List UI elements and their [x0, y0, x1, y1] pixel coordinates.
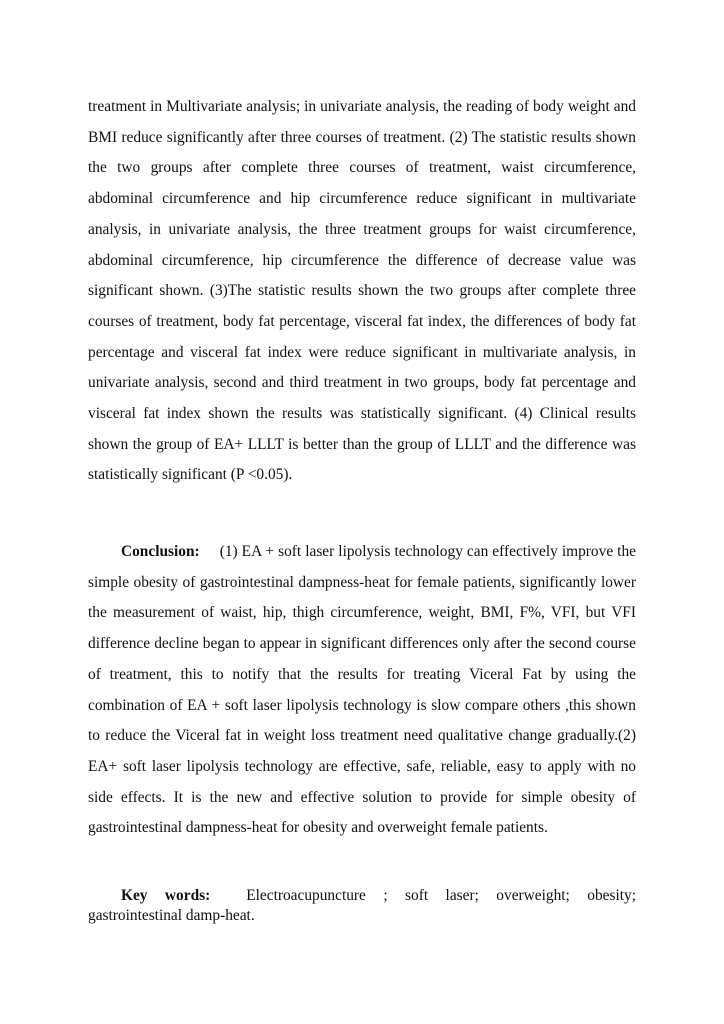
conclusion-text: (1) EA + soft laser lipolysis technology can effectively improve the simple obesity of gastrointestinal dampness-heat for female patients, significantly lower the measurement of waist, hip, thigh circumference, weight, BMI, F%, VFI, but VFI difference decline began to appear in significant differences only after the second course of treatment, this to notify that the results for treating Viceral Fat by using the combination of EA + soft laser lipolysis technology is slow compare others ,this shown to reduce the Viceral fat in weight loss treatment need qualitative change gradually.(2) EA+ soft laser lipolysis technology are effective, safe, reliable, easy to apply with no side effects. It is the new and effective solution to provide for simple obesity of gastrointestinal dampness-heat for obesity and overweight female patients.	[88, 543, 636, 837]
keywords-heading: Key words:	[121, 887, 211, 904]
results-paragraph: treatment in Multivariate analysis; in univariate analysis, the reading of body weight and BMI reduce significantly after three courses of treatment. (2) The statistic results shown the two groups after complete three courses of treatment, waist circumference, abdominal circumference and hip circumference reduce significant in multivariate analysis, in univariate analysis, the three treatment groups for waist circumference, abdominal circumference, hip circumference the difference of decrease value was significant shown. (3)The statistic results shown the two groups after complete three courses of treatment, body fat percentage, visceral fat index, the differences of body fat percentage and visceral fat index were reduce significant in multivariate analysis, in univariate analysis, second and third treatment in two groups, body fat percentage and visceral fat index shown the results was statistically significant. (4) Clinical results shown the group of EA+ LLLT is better than the group of LLLT and the difference was statistically significant (P <0.05).	[88, 98, 636, 484]
keywords-paragraph	[88, 886, 636, 926]
conclusion-heading: Conclusion:	[121, 543, 200, 560]
conclusion-paragraph	[88, 537, 636, 844]
keywords-text: Electroacupuncture ; soft laser; overweight; obesity; gastrointestinal damp-heat.	[88, 887, 636, 924]
